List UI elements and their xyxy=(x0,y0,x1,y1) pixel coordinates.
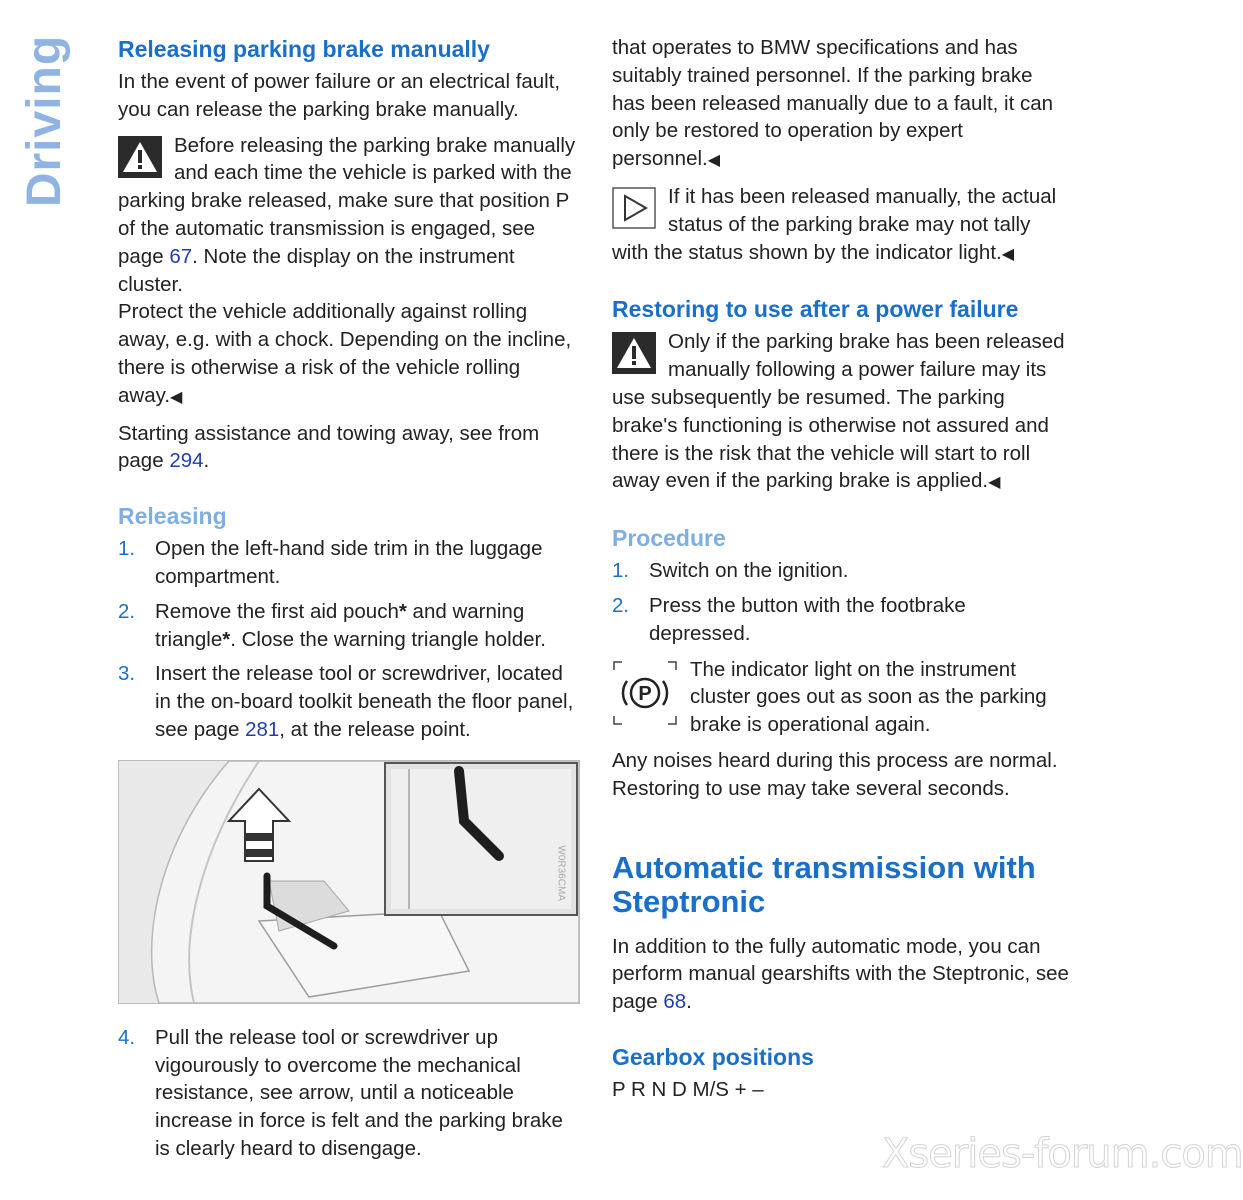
parking-brake-indicator-icon xyxy=(612,660,678,726)
starting-text-b: . xyxy=(203,449,210,473)
optional-equipment-star: * xyxy=(398,599,407,623)
procedure-steps xyxy=(612,557,1070,647)
section-heading-procedure: Procedure xyxy=(612,525,726,552)
page-link-294[interactable]: 294 xyxy=(169,449,204,473)
warning-triangle-icon xyxy=(118,136,162,178)
left-column xyxy=(118,34,580,1171)
section-heading-automatic-transmission: Automatic transmission with Steptronic xyxy=(612,849,1036,919)
releasing-steps xyxy=(118,535,580,744)
step-text-b: and warning triangle xyxy=(155,599,525,651)
step-text-b: , at the release point. xyxy=(279,717,471,741)
indicator-note xyxy=(612,656,1070,739)
step-text-c: . Close the warning triangle holder. xyxy=(230,627,546,651)
section-heading-releasing: Releasing xyxy=(118,503,227,530)
section-heading-releasing-manually: Releasing parking brake manually xyxy=(118,36,490,62)
continuation-text: that operates to BMW specifications and has suitably trained personnel. If the parking brake has been released manually due to a fault, it can only be restored to operation by expert personnel. xyxy=(612,36,1054,171)
restore-warning-text: Only if the parking brake has been released manually following a power failure may its use subsequently be resumed. The parking brake's functioning is otherwise not assured and there is the risk that the vehicle will start to roll away even if the parking brake is applied. xyxy=(612,330,1065,493)
list-item xyxy=(612,557,1070,585)
section-heading-restoring: Restoring to use after a power failure xyxy=(612,296,1019,323)
step-text: Open the left-hand side trim in the luggage compartment. xyxy=(155,537,543,588)
list-item xyxy=(118,598,580,654)
continuation-paragraph xyxy=(612,34,1070,175)
warning-text-b: . Note the display on the instrument cluster. xyxy=(118,244,515,296)
auto-text-b: . xyxy=(686,990,692,1014)
list-item xyxy=(612,592,1070,648)
info-note xyxy=(612,183,1070,268)
section-heading-gearbox-positions: Gearbox positions xyxy=(612,1043,814,1070)
automatic-transmission-paragraph xyxy=(612,933,1070,1016)
parking-brake-symbol: P xyxy=(638,682,652,705)
intro-paragraph: In the event of power failure or an electrical fault, you can release the parking brake manually. xyxy=(118,70,561,121)
step-text: Switch on the ignition. xyxy=(649,559,849,583)
indicator-note-text: The indicator light on the instrument cluster goes out as soon as the parking brake is operational again. xyxy=(690,657,1047,737)
luggage-compartment-illustration xyxy=(119,761,579,1003)
optional-equipment-star: * xyxy=(222,627,231,651)
step-text: Pull the release tool or screwdriver up vigourously to overcome the mechanical resistance, see arrow, until a noticeable increase in force is felt and the parking brake is clearly heard to disengage. xyxy=(155,1025,563,1160)
step-number: 1. xyxy=(118,537,136,561)
step-text-a: Insert the release tool or screwdriver, located in the on-board toolkit beneath the floor panel, see page xyxy=(155,662,574,741)
figure-code: W0R36CMA xyxy=(556,845,567,901)
chapter-side-tab xyxy=(18,36,72,206)
end-marker: ◀ xyxy=(988,474,1001,492)
step-number: 4. xyxy=(118,1025,136,1049)
step-number: 2. xyxy=(612,593,630,617)
chapter-side-tab-label: Driving xyxy=(18,34,71,208)
right-column xyxy=(612,34,1070,1112)
list-item xyxy=(118,1024,580,1163)
warning-text-c: Protect the vehicle additionally against rolling away, e.g. with a chock. Depending on the incline, there is otherwise a risk of the vehicle rolling away. xyxy=(118,300,572,407)
end-marker: ◀ xyxy=(707,152,721,170)
gearbox-positions-text: P R N D M/S + – xyxy=(612,1077,764,1101)
release-tool-illustration xyxy=(118,760,580,1004)
step-number: 1. xyxy=(612,559,630,583)
info-note-text: If it has been released manually, the actual status of the parking brake may not tally with the status shown by the indicator light. xyxy=(612,184,1057,264)
starting-text-a: Starting assistance and towing away, see from page xyxy=(118,421,540,473)
warning-note xyxy=(118,132,580,412)
warning-text-a: Before releasing the parking brake manually and each time the vehicle is parked with the parking brake released, make sure that position P of the automatic transmission is engaged, see page xyxy=(118,133,576,268)
end-marker: ◀ xyxy=(1001,245,1015,263)
warning-triangle-icon xyxy=(612,332,656,374)
list-item xyxy=(118,660,580,743)
page-link-67[interactable]: 67 xyxy=(169,244,193,268)
info-triangle-icon xyxy=(612,187,656,229)
step-number: 3. xyxy=(118,662,136,686)
page-link-281[interactable]: 281 xyxy=(245,717,280,741)
step-number: 2. xyxy=(118,599,136,623)
step-text-a: Remove the first aid pouch xyxy=(155,599,399,623)
restore-warning-note xyxy=(612,328,1070,497)
end-marker: ◀ xyxy=(170,388,183,406)
step-text: Press the button with the footbrake depressed. xyxy=(649,593,966,645)
page-link-68[interactable]: 68 xyxy=(663,990,687,1014)
list-item xyxy=(118,535,580,591)
noises-paragraph: Any noises heard during this process are normal. Restoring to use may take several seconds. xyxy=(612,748,1058,800)
watermark: Xseries-forum.com xyxy=(882,1131,1243,1177)
releasing-steps-continued xyxy=(118,1024,580,1163)
auto-text-a: In addition to the fully automatic mode, you can perform manual gearshifts with the Steptronic, see page xyxy=(612,934,1069,1014)
starting-assistance-paragraph xyxy=(118,420,580,476)
